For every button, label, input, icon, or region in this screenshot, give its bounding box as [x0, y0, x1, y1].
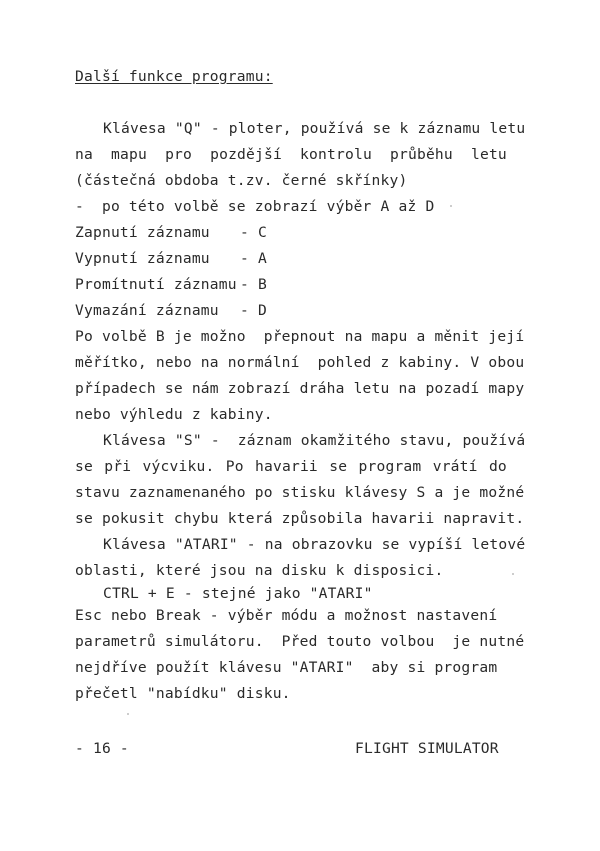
paragraph-line: parametrů simulátoru. Před touto volbou je nutné: [75, 633, 525, 650]
word: mapu: [111, 146, 147, 163]
scan-speck: [512, 573, 514, 575]
paragraph-line: případech se nám zobrazí dráha letu na pozadí mapy: [75, 380, 525, 397]
paragraph-line: - po této volbě se zobrazí výběr A až D: [75, 198, 435, 215]
word: pozdější: [210, 146, 282, 163]
word: na: [75, 146, 93, 163]
paragraph-line: [75, 458, 507, 475]
scan-speck: [450, 205, 452, 207]
paragraph-line: Esc nebo Break - výběr módu a možnost nastavení: [75, 607, 498, 624]
paragraph-line: CTRL + E - stejné jako "ATARI": [103, 585, 373, 602]
paragraph-line: přečetl "nabídku" disku.: [75, 685, 291, 702]
scan-speck: [127, 713, 129, 715]
word: při: [104, 458, 132, 475]
word: pro: [165, 146, 193, 163]
paragraph-line: stavu zaznamenaného po stisku klávesy S a je možné: [75, 484, 525, 501]
word: Po: [225, 458, 244, 475]
paragraph-line: nebo výhledu z kabiny.: [75, 406, 273, 423]
option-key: - A: [240, 250, 267, 267]
option-label: Zapnutí záznamu: [75, 224, 210, 241]
paragraph-line: oblasti, které jsou na disku k disposici.: [75, 562, 444, 579]
word: se: [75, 458, 93, 475]
option-label: Vymazání záznamu: [75, 302, 219, 319]
page-number: - 16 -: [75, 740, 129, 757]
paragraph-line: nejdříve použít klávesu "ATARI" aby si program: [75, 659, 498, 676]
paragraph-line: Klávesa "S" - záznam okamžitého stavu, používá: [103, 432, 526, 449]
paragraph-line: [75, 146, 507, 163]
word: se: [329, 458, 348, 475]
paragraph-line: Po volbě B je možno přepnout na mapu a měnit její: [75, 328, 525, 345]
word: výcviku.: [142, 458, 215, 475]
word: vrátí: [432, 458, 478, 475]
word: kontrolu: [300, 146, 372, 163]
paragraph-line: (částečná obdoba t.zv. černé skřínky): [75, 172, 408, 189]
word: letu: [470, 146, 507, 163]
paragraph-line: Klávesa "Q" - ploter, používá se k záznamu letu: [103, 120, 526, 137]
word: program: [358, 458, 422, 475]
word: do: [488, 458, 507, 475]
running-title: FLIGHT SIMULATOR: [355, 740, 499, 757]
word: průběhu: [390, 146, 453, 163]
option-label: Vypnutí záznamu: [75, 250, 210, 267]
paragraph-line: se pokusit chybu která způsobila havarii napravit.: [75, 510, 525, 527]
paragraph-line: Klávesa "ATARI" - na obrazovku se vypíší letové: [103, 536, 526, 553]
section-title: Další funkce programu:: [75, 68, 273, 85]
option-key: - D: [240, 302, 267, 319]
option-label: Promítnutí záznamu: [75, 276, 237, 293]
option-key: - B: [240, 276, 267, 293]
word: havarii: [255, 458, 318, 475]
option-key: - C: [240, 224, 267, 241]
paragraph-line: měřítko, nebo na normální pohled z kabiny. V obou: [75, 354, 525, 371]
